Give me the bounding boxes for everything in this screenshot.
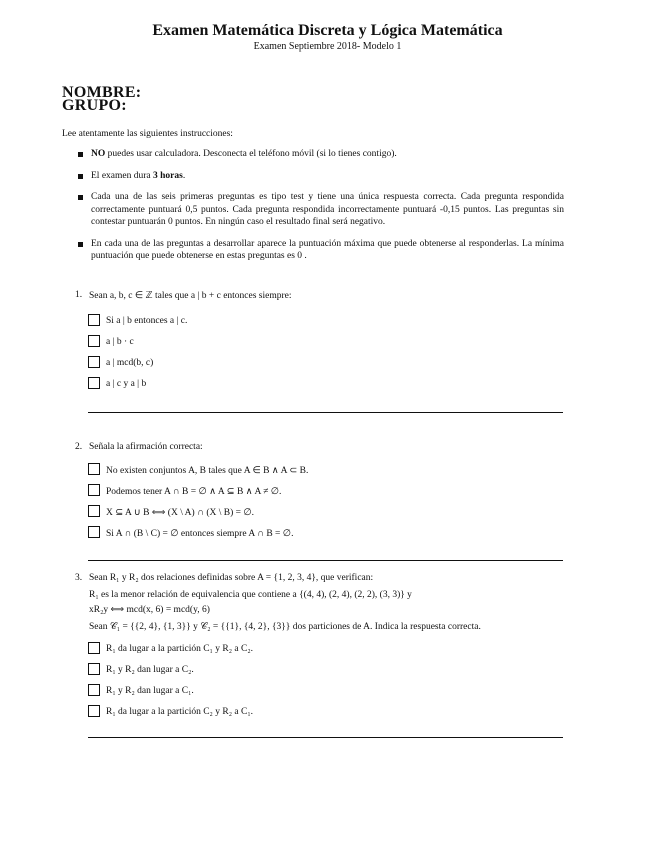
checkbox-icon[interactable]: [88, 684, 100, 696]
exam-page: Examen Matemática Discreta y Lógica Matemática Examen Septiembre 2018- Modelo 1 NOMBRE: GRUPO: Lee atentamente las siguientes instrucciones: NO puedes usar calculadora. Desconecta el teléfono móvil (si lo tienes contigo). El examen dura 3 horas. Cada una de las seis primeras preguntas es tipo test y tiene una única respuesta correcta. Cada pregunta respondida correctamente puntuará 0,5 puntos. Cada pregunta respondida incorrectamente puntuará -0,15 puntos. Las preguntas sin contestar puntuarán 0 puntos. En ningún caso el resultado final será negativo. En cada una de las preguntas a desarrollar aparece la puntuación máxima que puede obtenerse al responderlas. La mínima puntuación que puede obtenerse en estas preguntas es 0 . 1. Sean a, b, c ∈ ℤ tales que a | b + c entonces siempre: Si a | b entonces a | c. a | b · c a | mcd(b, c) a | c y a | b 2. Señala la afirmación correcta: No existen conjuntos A, B tales que A ∈ B ∧ A ⊂ B. Podemos tener A ∩ B = ∅ ∧ A ⊆ B ∧ A ≠ ∅. X ⊆ A ∪ B ⟺ (X \ A) ∩ (X \ B) = ∅. Si A ∩ (B \ C) = ∅ entonces siempre A ∩ B = ∅. 3. Sean R₁ y R₂ dos relaciones definidas sobre A = {1, 2, 3, 4}, que verifican: R₁ es la menor relación de equivalencia que contiene a {(4, 4), (2, 4), (2, 2), (3, 3)} y xR₂y ⟺ mcd(x, 6) = mcd(y, 6) Sean 𝒞₁ = {{2, 4}, {1, 3}} y 𝒞₂ = {{1}, {4, 2}, {3}} dos particiones de A. Indica la respuesta correcta. R₁ da lugar a la partición C₁ y R₂ a C₂. R₁ y R₂ dan lugar a C₂. R₁ y R₂ dan lugar a C₁. R₁ da lugar a la partición C₂ y R₂ a C₁.: [0, 0, 655, 848]
checkbox-icon[interactable]: [88, 356, 100, 368]
question-detail-line: xR₂y ⟺ mcd(x, 6) = mcd(y, 6): [89, 605, 210, 615]
question-number: 1.: [75, 290, 83, 300]
checkbox-icon[interactable]: [88, 642, 100, 654]
instructions-intro: Lee atentamente las siguientes instrucciones:: [62, 129, 233, 139]
question-detail-line: R₁ es la menor relación de equivalencia que contiene a {(4, 4), (2, 4), (2, 2), (3, 3)} y: [89, 590, 412, 600]
instruction-item: El examen dura 3 horas.: [78, 170, 564, 183]
checkbox-icon[interactable]: [88, 705, 100, 717]
question-detail-line: Sean 𝒞₁ = {{2, 4}, {1, 3}} y 𝒞₂ = {{1}, {4, 2}, {3}} dos particiones de A. Indica la respuesta correcta.: [89, 622, 481, 632]
exam-subtitle: Examen Septiembre 2018- Modelo 1: [253, 41, 402, 52]
answer-line: [88, 560, 563, 561]
question-text: Sean a, b, c ∈ ℤ tales que a | b + c entonces siempre:: [89, 291, 292, 301]
question-number: 2.: [75, 442, 83, 452]
name-label: NOMBRE:: [62, 84, 142, 101]
checkbox-icon[interactable]: [88, 377, 100, 389]
checkbox-icon[interactable]: [88, 663, 100, 675]
checkbox-icon[interactable]: [88, 484, 100, 496]
instructions-list: [78, 148, 564, 272]
checkbox-icon[interactable]: [88, 314, 100, 326]
instruction-item: En cada una de las preguntas a desarrollar aparece la puntuación máxima que puede obtenerse al responderlas. La mínima puntuación que puede obtenerse en estas preguntas es 0 .: [78, 238, 564, 263]
instruction-item: NO puedes usar calculadora. Desconecta el teléfono móvil (si lo tienes contigo).: [78, 148, 564, 161]
group-label: GRUPO:: [62, 97, 127, 114]
checkbox-icon[interactable]: [88, 335, 100, 347]
answer-line: [88, 412, 563, 413]
checkbox-icon[interactable]: [88, 505, 100, 517]
answer-line: [88, 737, 563, 738]
question-text: Señala la afirmación correcta:: [89, 442, 203, 452]
instruction-item: Cada una de las seis primeras preguntas es tipo test y tiene una única respuesta correcta. Cada pregunta respondida correctamente puntuará 0,5 puntos. Cada pregunta respondida incorrectamente puntuará -0,15 puntos. Las preguntas sin contestar puntuarán 0 puntos. En ningún caso el resultado final será negativo.: [78, 191, 564, 229]
checkbox-icon[interactable]: [88, 463, 100, 475]
exam-title: Examen Matemática Discreta y Lógica Matemática: [152, 22, 503, 39]
question-number: 3.: [75, 573, 83, 583]
question-text: Sean R₁ y R₂ dos relaciones definidas sobre A = {1, 2, 3, 4}, que verifican:: [89, 573, 374, 583]
checkbox-icon[interactable]: [88, 526, 100, 538]
